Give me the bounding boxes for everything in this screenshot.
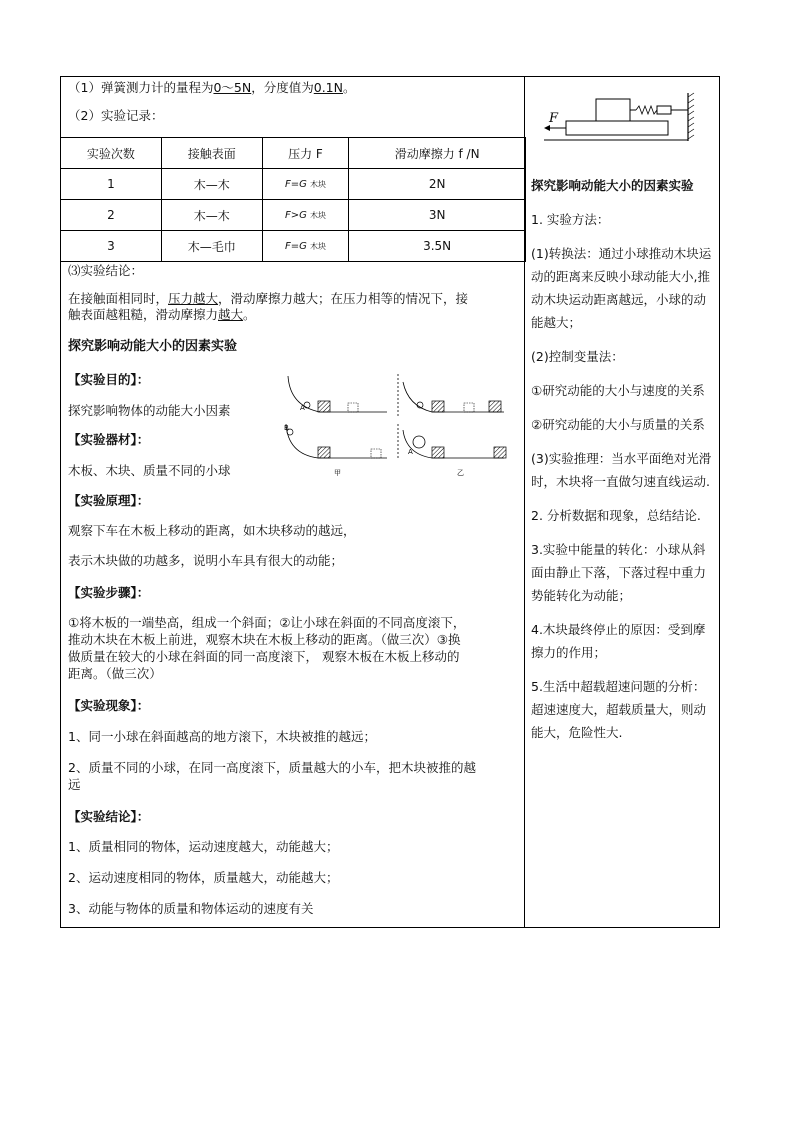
cell-friction: 2N [349,169,526,200]
header-surface: 接触表面 [161,138,262,169]
table-row [61,200,526,231]
label-a2: A [408,448,413,456]
label-jia: 甲 [334,469,341,477]
label-yi: 乙 [457,469,464,477]
right-p6: (3)实验推理：当水平面绝对光滑时，木块将一直做匀速直线运动. [531,451,712,489]
purpose-text: 探究影响物体的动能大小因素 [68,403,231,418]
purpose-label: 【实验目的】： [68,372,150,387]
phenomena-2b: 远 [68,777,81,792]
results-2: 2、运动速度相同的物体，质量越大，动能越大； [68,870,339,885]
phenomena-1: 1、同一小球在斜面越高的地方滚下，木块被推的越远； [68,729,376,744]
table-row [61,169,526,200]
equipment-label: 【实验器材】： [68,432,150,447]
right-p2: (1)转换法：通过小球推动木块运动的距离来反映小球动能大小,推动木块运动距离越远，小球的动能越大； [531,246,712,330]
force-label-F: F [549,111,559,126]
section-title: 探究影响动能大小的因素实验 [68,339,238,354]
steps-line-3: 做质量在较大的小球在斜面的同一高度滚下， 观察木板在木板上移动的 [68,649,460,664]
table-header-row [61,138,526,169]
cell-no: 1 [61,169,162,200]
cell-force: F>G 木块 [262,200,349,231]
cell-friction: 3.5N [349,231,526,262]
right-p10: 5.生活中超载超速问题的分析：超速速度大，超载质量大，则动能大，危险性大. [531,679,707,740]
header-trial: 实验次数 [61,138,162,169]
label-a1: A [300,404,305,412]
principle-text-2: 表示木块做的功越多，说明小车具有很大的动能； [68,553,344,568]
friction-apparatus-diagram [540,91,705,146]
right-p1: 1. 实验方法： [531,212,610,227]
right-p5: ②研究动能的大小与质量的关系 [531,417,705,432]
principle-label: 【实验原理】： [68,493,150,508]
conclusion-label: ⑶实验结论： [68,263,144,278]
cell-surface: 木—毛巾 [161,231,262,262]
right-p7: 2. 分析数据和现象，总结结论. [531,508,701,523]
cell-surface: 木—木 [161,200,262,231]
cell-no: 2 [61,200,162,231]
steps-label: 【实验步骤】： [68,585,150,600]
steps-line-1: ①将木板的一端垫高，组成一个斜面；②让小球在斜面的不同高度滚下， [68,615,466,630]
record-label: （2）实验记录： [68,108,164,123]
cell-force: F=G 木块 [262,231,349,262]
record-table [60,137,526,262]
results-label: 【实验结论】： [68,809,150,824]
phenomena-2a: 2、质量不同的小球，在同一高度滚下，质量越大的小车，把木块被推的越 [68,760,476,775]
right-notes [531,174,715,755]
right-p9: 4.木块最终停止的原因：受到摩擦力的作用； [531,622,706,660]
steps-line-4: 距离。（做三次） [68,666,162,681]
phenomena-label: 【实验现象】： [68,698,150,713]
header-pressure: 压力 F [262,138,349,169]
conclusion-line-1: 在接触面相同时，压力越大，滑动摩擦力越大；在压力相等的情况下，接 [68,291,469,306]
label-b: B [284,424,289,432]
cell-no: 3 [61,231,162,262]
principle-text-1: 观察下车在木板上移动的距离，如木块移动的越远， [68,523,356,538]
kinetic-energy-figure [282,372,517,482]
equipment-text: 木板、木块、质量不同的小球 [68,463,231,478]
header-friction: 滑动摩擦力 f /N [349,138,526,169]
table-row [61,231,526,262]
conclusion-line-2: 触表面越粗糙，滑动摩擦力越大。 [68,307,256,322]
range-line: （1）弹簧测力计的量程为0～5N，分度值为0.1N。 [68,80,356,95]
right-p8: 3.实验中能量的转化：小球从斜面由静止下落，下落过程中重力势能转化为动能； [531,542,707,603]
cell-friction: 3N [349,200,526,231]
right-p4: ①研究动能的大小与速度的关系 [531,383,705,398]
results-1: 1、质量相同的物体，运动速度越大，动能越大； [68,839,339,854]
results-3: 3、动能与物体的质量和物体运动的速度有关 [68,901,314,916]
right-title: 探究影响动能大小的因素实验 [531,178,694,193]
cell-force: F=G 木块 [262,169,349,200]
steps-line-2: 推动木块在木板上前进，观察木块在木板上移动的距离。（做三次）③换 [68,632,461,647]
cell-surface: 木—木 [161,169,262,200]
right-p3: (2)控制变量法： [531,349,624,364]
